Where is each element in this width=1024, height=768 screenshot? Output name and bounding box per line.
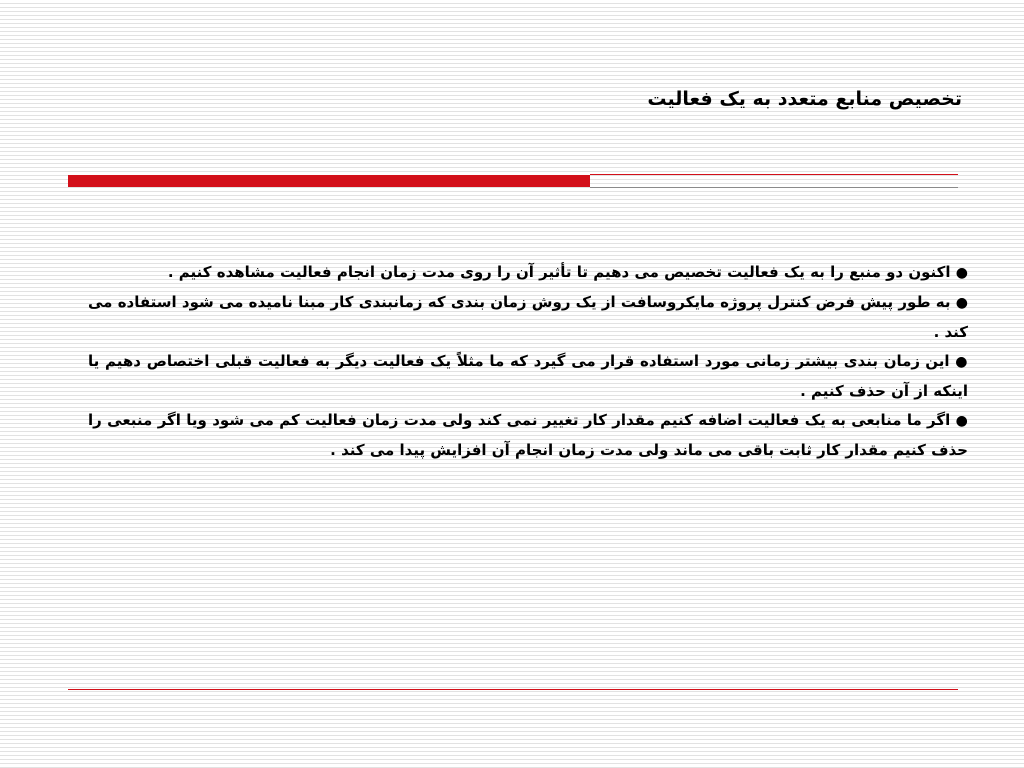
slide-title: تخصیص منابع متعدد به یک فعالیت	[647, 88, 962, 110]
footer-divider	[68, 689, 958, 690]
title-divider-thin-line	[590, 174, 958, 175]
bullet-icon: ●	[955, 265, 968, 281]
bullet-text: اکنون دو منبع را به یک فعالیت تخصیص می دهیم تا تأثیر آن را روی مدت زمان انجام فعالیت مشاهده کنیم .	[167, 263, 951, 281]
bullet-item	[88, 406, 968, 465]
bullet-item	[88, 347, 968, 406]
bullet-text: به طور پیش فرض کنترل پروژه مایکروسافت از یک روش زمان بندی که زمانبندی کار مبنا نامیده می شود استفاده می کند .	[88, 293, 968, 341]
bullet-list	[88, 258, 968, 465]
bullet-text: این زمان بندی بیشتر زمانی مورد استفاده قرار می گیرد که ما مثلاً یک فعالیت دیگر به فعالیت قبلی اختصاص دهیم یا اینکه از آن حذف کنیم .	[88, 352, 968, 400]
bullet-icon: ●	[955, 413, 968, 429]
bullet-item	[88, 258, 968, 288]
title-divider	[68, 174, 958, 188]
title-divider-red-bar	[68, 175, 590, 187]
bullet-icon: ●	[955, 295, 969, 311]
title-divider-shadow-line	[590, 187, 958, 188]
bullet-icon: ●	[955, 354, 968, 370]
bullet-text: اگر ما منابعی به یک فعالیت اضافه کنیم مقدار کار تغییر نمی کند ولی مدت زمان فعالیت کم می شود ویا اگر منبعی را حذف کنیم مقدار کار ثابت باقی می ماند ولی مدت زمان انجام آن افزایش پیدا می کند .	[88, 411, 968, 459]
bullet-item	[88, 288, 968, 347]
